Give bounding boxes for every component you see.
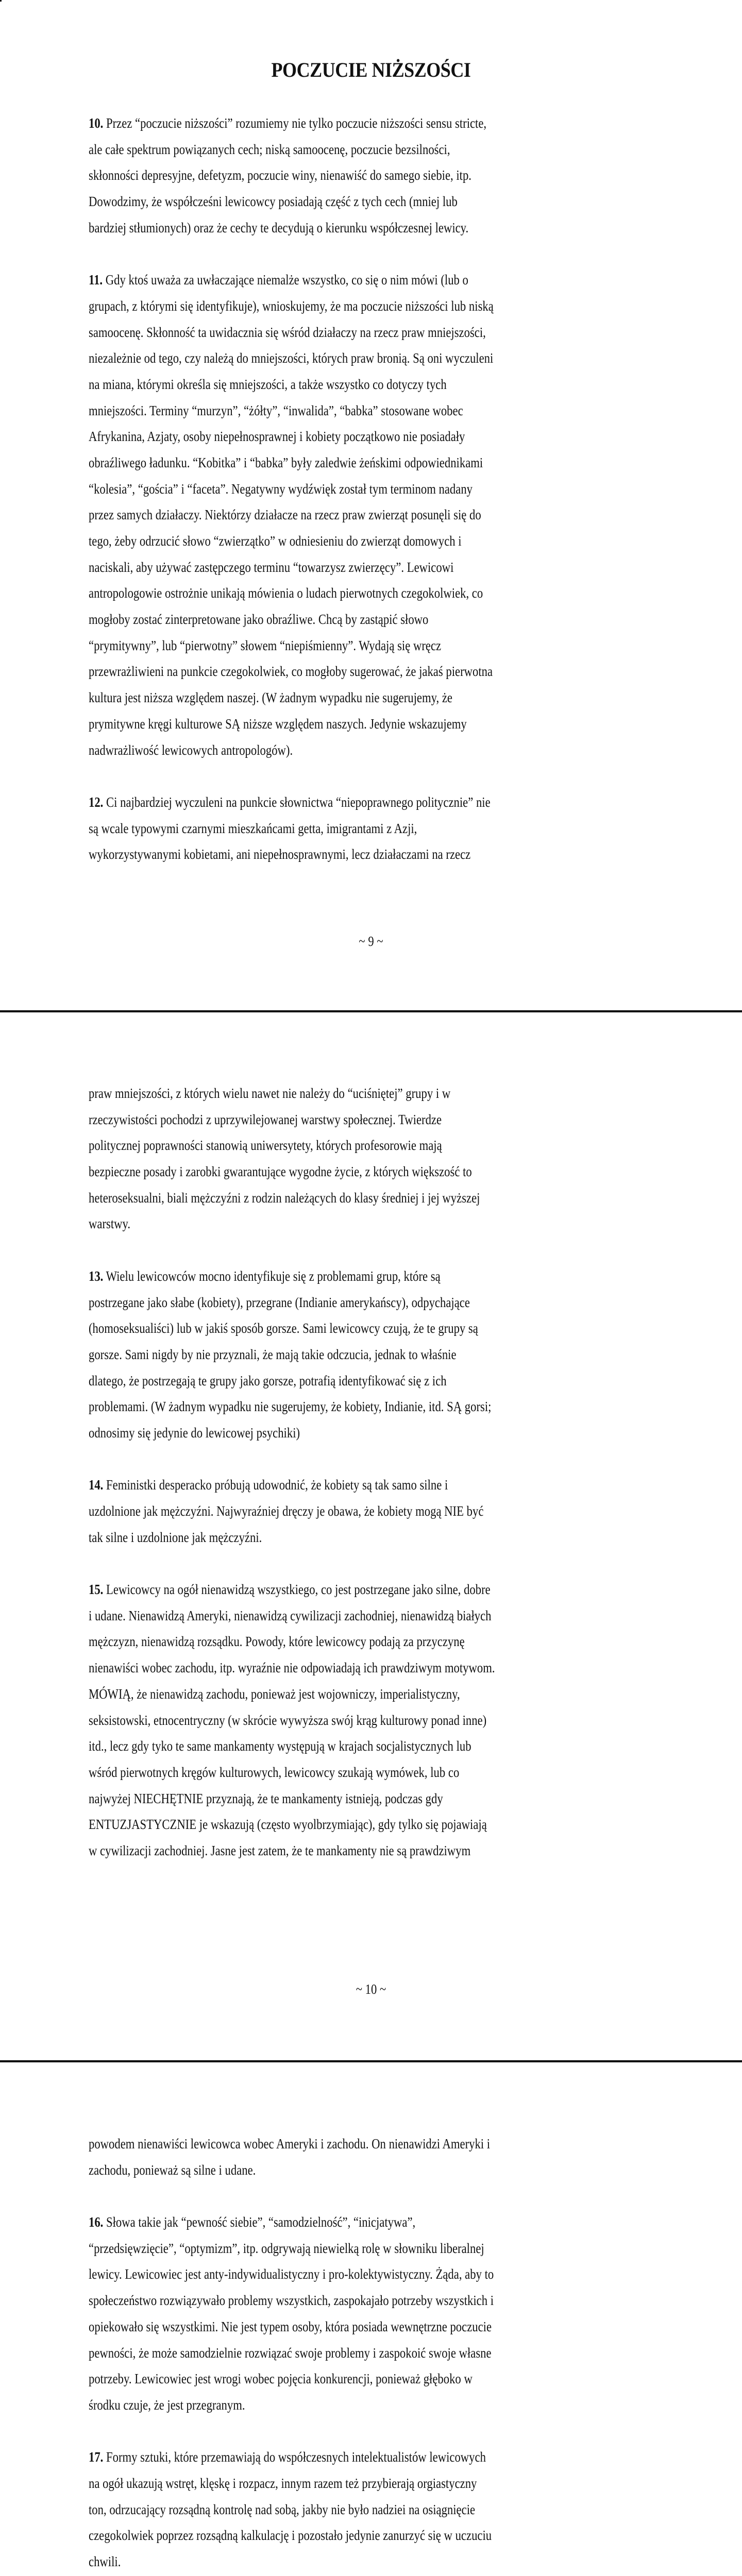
paragraph-13	[89, 1263, 666, 1446]
line-text: skłonności depresyjne, defetyzm, poczucie winy, nienawiść do samego siebie, itp.	[89, 167, 471, 183]
paragraph-continuation	[89, 1080, 666, 1237]
paragraph-gap	[89, 763, 666, 789]
page-break-divider	[0, 1010, 742, 1012]
text-line	[89, 398, 574, 424]
line-text: Afrykanina, Azjaty, osoby niepełnosprawnej i kobiety początkowo nie posiadały	[89, 429, 465, 445]
paragraph-gap	[89, 241, 666, 267]
text-line	[89, 1786, 574, 1812]
text-line	[89, 1315, 574, 1342]
line-text: przewrażliwieni na punkcie czegokolwiek, co mogłoby sugerować, że jakaś pierwotna	[89, 664, 493, 680]
text-line	[89, 528, 574, 554]
paragraph-12	[89, 789, 666, 868]
paragraph-16	[89, 2209, 666, 2418]
line-text: rzeczywistości pochodzi z uprzywilejowanej warstwy społecznej. Twierdze	[89, 1111, 442, 1127]
line-text: nienawiści wobec zachodu, itp. wyraźnie nie odpowiadają ich prawdziwym motywom.	[89, 1660, 495, 1676]
line-text: tak silne i uzdolnione jak mężczyźni.	[89, 1529, 262, 1545]
text-line	[89, 1420, 574, 1446]
text-line	[89, 580, 574, 606]
line-text: Wielu lewicowców mocno identyfikuje się z problemami grup, które są	[106, 1268, 441, 1284]
text-line	[89, 2209, 574, 2235]
text-line	[89, 162, 574, 189]
text-line	[89, 189, 574, 215]
line-text: ale całe spektrum powiązanych cech; niską samoocenę, poczucie bezsilności,	[89, 141, 450, 157]
line-text: nadwrażliwość lewicowych antropologów).	[89, 742, 293, 758]
line-text: są wcale typowymi czarnymi mieszkańcami getta, imigrantami z Azji,	[89, 820, 417, 836]
paragraph-number: 15.	[89, 1582, 104, 1598]
line-text: “kolesia”, “gościa” i “faceta”. Negatywny wydźwięk został tym terminom nadany	[89, 481, 473, 497]
line-text: Ci najbardziej wyczuleni na punkcie słownictwa “niepoprawnego politycznie” nie	[106, 794, 491, 810]
line-text: heteroseksualni, biali mężczyźni z rodzin należących do klasy średniej i jej wyższej	[89, 1190, 480, 1206]
text-line	[89, 1185, 574, 1211]
text-line	[89, 1655, 574, 1681]
text-line	[89, 1681, 574, 1707]
text-line	[89, 1368, 574, 1394]
text-line	[89, 1524, 574, 1551]
text-line	[89, 633, 574, 659]
text-line	[89, 2470, 574, 2497]
paragraph-continuation	[89, 2131, 666, 2183]
line-text: problemami. (W żadnym wypadku nie sugerujemy, że kobiety, Indianie, itd. SĄ gorsi;	[89, 1399, 492, 1415]
text-line	[89, 1107, 574, 1133]
text-line	[89, 2287, 574, 2314]
line-text: antropologowie ostrożnie unikają mówienia o ludach pierwotnych czegokolwiek, co	[89, 585, 483, 601]
paragraph-gap	[89, 1446, 666, 1472]
page-2-text	[89, 1080, 666, 1864]
page-number: ~ 10 ~	[356, 1981, 386, 1997]
line-text: na miana, którymi określa się mniejszości, a także wszystko co dotyczy tych	[89, 376, 447, 392]
text-line	[89, 1342, 574, 1368]
paragraph-gap	[89, 2183, 666, 2209]
line-text: czegokolwiek poprzez rozsądną kalkulację i pozostało jedynie zanurzyć się w uczuciu	[89, 2528, 492, 2544]
paragraph-number: 13.	[89, 1268, 104, 1284]
paragraph-number: 12.	[89, 794, 104, 810]
line-text: lewicy. Lewicowiec jest anty-indywidualistyczny i pro-kolektywistyczny. Żąda, aby to	[89, 2266, 494, 2282]
paragraph-10	[89, 110, 666, 241]
text-line	[89, 2497, 574, 2523]
text-line	[89, 215, 574, 241]
paragraph-gap	[89, 1550, 666, 1577]
text-line	[89, 1263, 574, 1290]
line-text: niezależnie od tego, czy należą do mniejszości, których praw bronią. Są oni wyczuleni	[89, 350, 494, 366]
text-line	[89, 2235, 574, 2262]
page-1-text	[89, 110, 666, 868]
paragraph-number: 16.	[89, 2214, 104, 2230]
text-line	[89, 1629, 574, 1655]
line-text: na ogół ukazują wstręt, klęskę i rozpacz, innym razem też przybierają orgiastyczny	[89, 2475, 477, 2491]
text-line	[89, 1811, 574, 1838]
line-text: samoocenę. Skłonność ta uwidacznia się wśród działaczy na rzecz praw mniejszości,	[89, 324, 486, 340]
line-text: w cywilizacji zachodniej. Jasne jest zatem, że te mankamenty nie są prawdziwym	[89, 1842, 471, 1858]
text-line	[89, 2340, 574, 2366]
text-line	[89, 685, 574, 711]
line-text: Lewicowcy na ogół nienawidzą wszystkiego, co jest postrzegane jako silne, dobre	[106, 1582, 491, 1598]
text-line	[89, 450, 574, 476]
line-text: Formy sztuki, które przemawiają do współczesnych intelektualistów lewicowych	[106, 2449, 486, 2465]
text-line	[89, 711, 574, 737]
text-line	[89, 1577, 574, 1603]
text-line	[89, 110, 574, 137]
text-line	[89, 1759, 574, 1786]
paragraph-14	[89, 1472, 666, 1550]
text-line	[89, 2131, 574, 2157]
text-line	[89, 476, 574, 502]
line-text: seksistowski, etnocentryczny (w skrócie wywyższa swój krąg kulturowy ponad inne)	[89, 1712, 487, 1728]
line-text: przez samych działaczy. Niektórzy działacze na rzecz praw zwierząt posunęli się do	[89, 507, 481, 523]
line-text: Feministki desperacko próbują udowodnić, że kobiety są tak samo silne i	[106, 1477, 448, 1493]
line-text: warstwy.	[89, 1216, 131, 1232]
line-text: odnosimy się jedynie do lewicowej psychiki)	[89, 1425, 300, 1440]
line-text: środku czuje, że jest przegranym.	[89, 2397, 245, 2413]
text-line	[89, 816, 574, 842]
line-text: bardziej stłumionych) oraz że cechy te decydują o kierunku współczesnej lewicy.	[89, 219, 469, 235]
text-line	[89, 658, 574, 685]
line-text: obraźliwego ładunku. “Kobitka” i “babka” były zaledwie żeńskimi odpowiednikami	[89, 454, 483, 470]
paragraph-number: 14.	[89, 1477, 104, 1493]
line-text: “przedsięwzięcie”, “optymizm”, itp. odgrywają niewielką rolę w słowniku liberalnej	[89, 2240, 484, 2256]
text-line	[89, 1472, 574, 1498]
line-text: uzdolnione jak mężczyźni. Najwyraźniej dręczy je obawa, że kobiety mogą NIE być	[89, 1503, 484, 1519]
line-text: bezpieczne posady i zarobki gwarantujące wygodne życie, z których większość to	[89, 1164, 472, 1180]
text-line	[89, 2522, 574, 2549]
line-text: wśród pierwotnych kręgów kulturowych, lewicowcy szukają wymówek, lub co	[89, 1764, 460, 1780]
text-line	[89, 2157, 574, 2183]
line-text: (homoseksualiści) lub w jakiś sposób gorsze. Sami lewicowcy czują, że te grupy są	[89, 1320, 478, 1336]
line-text: tego, żeby odrzucić słowo “zwierzątko” w odniesieniu do zwierząt domowych i	[89, 533, 462, 549]
text-line	[89, 2392, 574, 2418]
page-3-text	[89, 2131, 666, 2576]
line-text: “prymitywny”, lub “pierwotny” słowem “niepiśmienny”. Wydają się wręcz	[89, 637, 442, 653]
text-line	[89, 737, 574, 764]
line-text: grupach, z którymi się identyfikuje), wnioskujemy, że ma poczucie niższości lub niską	[89, 298, 494, 314]
page-break-divider	[0, 2060, 742, 2062]
line-text: Słowa takie jak “pewność siebie”, “samodzielność”, “inicjatywa”,	[106, 2214, 416, 2230]
line-text: powodem nienawiści lewicowca wobec Ameryki i zachodu. On nienawidzi Ameryki i	[89, 2136, 491, 2151]
line-text: i udane. Nienawidzą Ameryki, nienawidzą cywilizacji zachodniej, nienawidzą białych	[89, 1607, 492, 1623]
line-text: politycznej poprawności stanowią uniwersytety, których profesorowie mają	[89, 1138, 442, 1154]
page-number: ~ 9 ~	[359, 934, 383, 949]
text-line	[89, 2314, 574, 2340]
text-line	[89, 1603, 574, 1629]
line-text: prymitywne kręgi kulturowe SĄ niższe względem naszych. Jedynie wskazujemy	[89, 716, 467, 732]
text-line	[89, 267, 574, 293]
text-line	[89, 2261, 574, 2287]
text-line	[89, 1211, 574, 1237]
line-text: praw mniejszości, z których wielu nawet nie należy do “uciśniętej” grupy i w	[89, 1086, 451, 1101]
page-corner-mark	[0, 0, 2, 2]
line-text: Przez “poczucie niższości” rozumiemy nie tylko poczucie niższości sensu stricte,	[106, 115, 487, 131]
line-text: potrzeby. Lewicowiec jest wrogi wobec pojęcia konkurencji, ponieważ głęboko w	[89, 2371, 473, 2387]
text-line	[89, 1132, 574, 1159]
line-text: dlatego, że postrzegają te grupy jako gorsze, potrafią identyfikować się z ich	[89, 1372, 447, 1388]
text-line	[89, 1733, 574, 1759]
line-text: mniejszości. Terminy “murzyn”, “żółty”, “inwalida”, “babka” stosowane wobec	[89, 402, 463, 418]
line-text: ENTUZJASTYCZNIE je wskazują (często wyolbrzymiając), gdy tylko się pojawiają	[89, 1817, 487, 1833]
text-line	[89, 2549, 574, 2575]
line-text: MÓWIĄ, że nienawidzą zachodu, ponieważ jest wojowniczy, imperialistyczny,	[89, 1686, 460, 1702]
text-line	[89, 1159, 574, 1185]
text-line	[89, 554, 574, 581]
paragraph-number: 10.	[89, 115, 104, 131]
text-line	[89, 789, 574, 816]
text-line	[89, 1498, 574, 1524]
text-line	[89, 137, 574, 163]
text-line	[89, 1080, 574, 1107]
text-line	[89, 1707, 574, 1734]
text-line	[89, 293, 574, 319]
line-text: najwyżej NIECHĘTNIE przyznają, że te mankamenty istnieją, podczas gdy	[89, 1790, 443, 1806]
text-line	[89, 1838, 574, 1864]
document-title: POCZUCIE NIŻSZOŚCI	[271, 58, 471, 81]
text-line	[89, 423, 574, 450]
line-text: zachodu, ponieważ są silne i udane.	[89, 2162, 256, 2178]
line-text: opiekowało się wszystkimi. Nie jest typem osoby, która posiada wewnętrzne poczucie	[89, 2318, 492, 2334]
paragraph-number: 17.	[89, 2449, 104, 2465]
line-text: Gdy ktoś uważa za uwłaczające niemalże wszystko, co się o nim mówi (lub o	[105, 272, 468, 288]
text-line	[89, 2366, 574, 2392]
paragraph-15	[89, 1577, 666, 1864]
line-text: kultura jest niższa względem naszej. (W żadnym wypadku nie sugerujemy, że	[89, 690, 452, 706]
line-text: chwili.	[89, 2554, 121, 2569]
paragraph-number: 11.	[89, 272, 103, 288]
paragraph-11	[89, 267, 666, 763]
line-text: itd., lecz gdy tyko te same mankamenty występują w krajach socjalistycznych lub	[89, 1738, 471, 1754]
line-text: wykorzystywanymi kobietami, ani niepełnosprawnymi, lecz działaczami na rzecz	[89, 846, 471, 862]
text-line	[89, 345, 574, 371]
text-line	[89, 319, 574, 346]
text-line	[89, 1394, 574, 1420]
line-text: gorsze. Sami nigdy by nie przyznali, że mają takie odczucia, jednak to właśnie	[89, 1346, 457, 1362]
line-text: naciskali, aby używać zastępczego terminu “towarzysz zwierzęcy”. Lewicowi	[89, 559, 454, 575]
line-text: Dowodzimy, że współcześni lewicowcy posiadają część z tych cech (mniej lub	[89, 194, 458, 210]
line-text: postrzegane jako słabe (kobiety), przegrane (Indianie amerykańscy), odpychające	[89, 1294, 470, 1310]
line-text: mogłoby zostać zinterpretowane jako obraźliwe. Chcą by zastąpić słowo	[89, 612, 429, 628]
line-text: społeczeństwo rozwiązywało problemy wszystkich, zaspokajało potrzeby wszystkich i	[89, 2293, 494, 2309]
text-line	[89, 2444, 574, 2470]
text-line	[89, 371, 574, 398]
text-line	[89, 1290, 574, 1316]
text-line	[89, 606, 574, 633]
line-text: pewności, że może samodzielnie rozwiązać swoje problemy i zaspokoić swoje własne	[89, 2345, 492, 2361]
paragraph-gap	[89, 2418, 666, 2445]
paragraph-gap	[89, 1237, 666, 1263]
paragraph-17	[89, 2444, 666, 2574]
text-line	[89, 841, 574, 868]
text-line	[89, 502, 574, 528]
line-text: ton, odrzucający rozsądną kontrolę nad sobą, jakby nie było nadziei na osiągnięcie	[89, 2501, 476, 2517]
line-text: mężczyzn, nienawidzą rozsądku. Powody, które lewicowcy podają za przyczynę	[89, 1634, 465, 1650]
